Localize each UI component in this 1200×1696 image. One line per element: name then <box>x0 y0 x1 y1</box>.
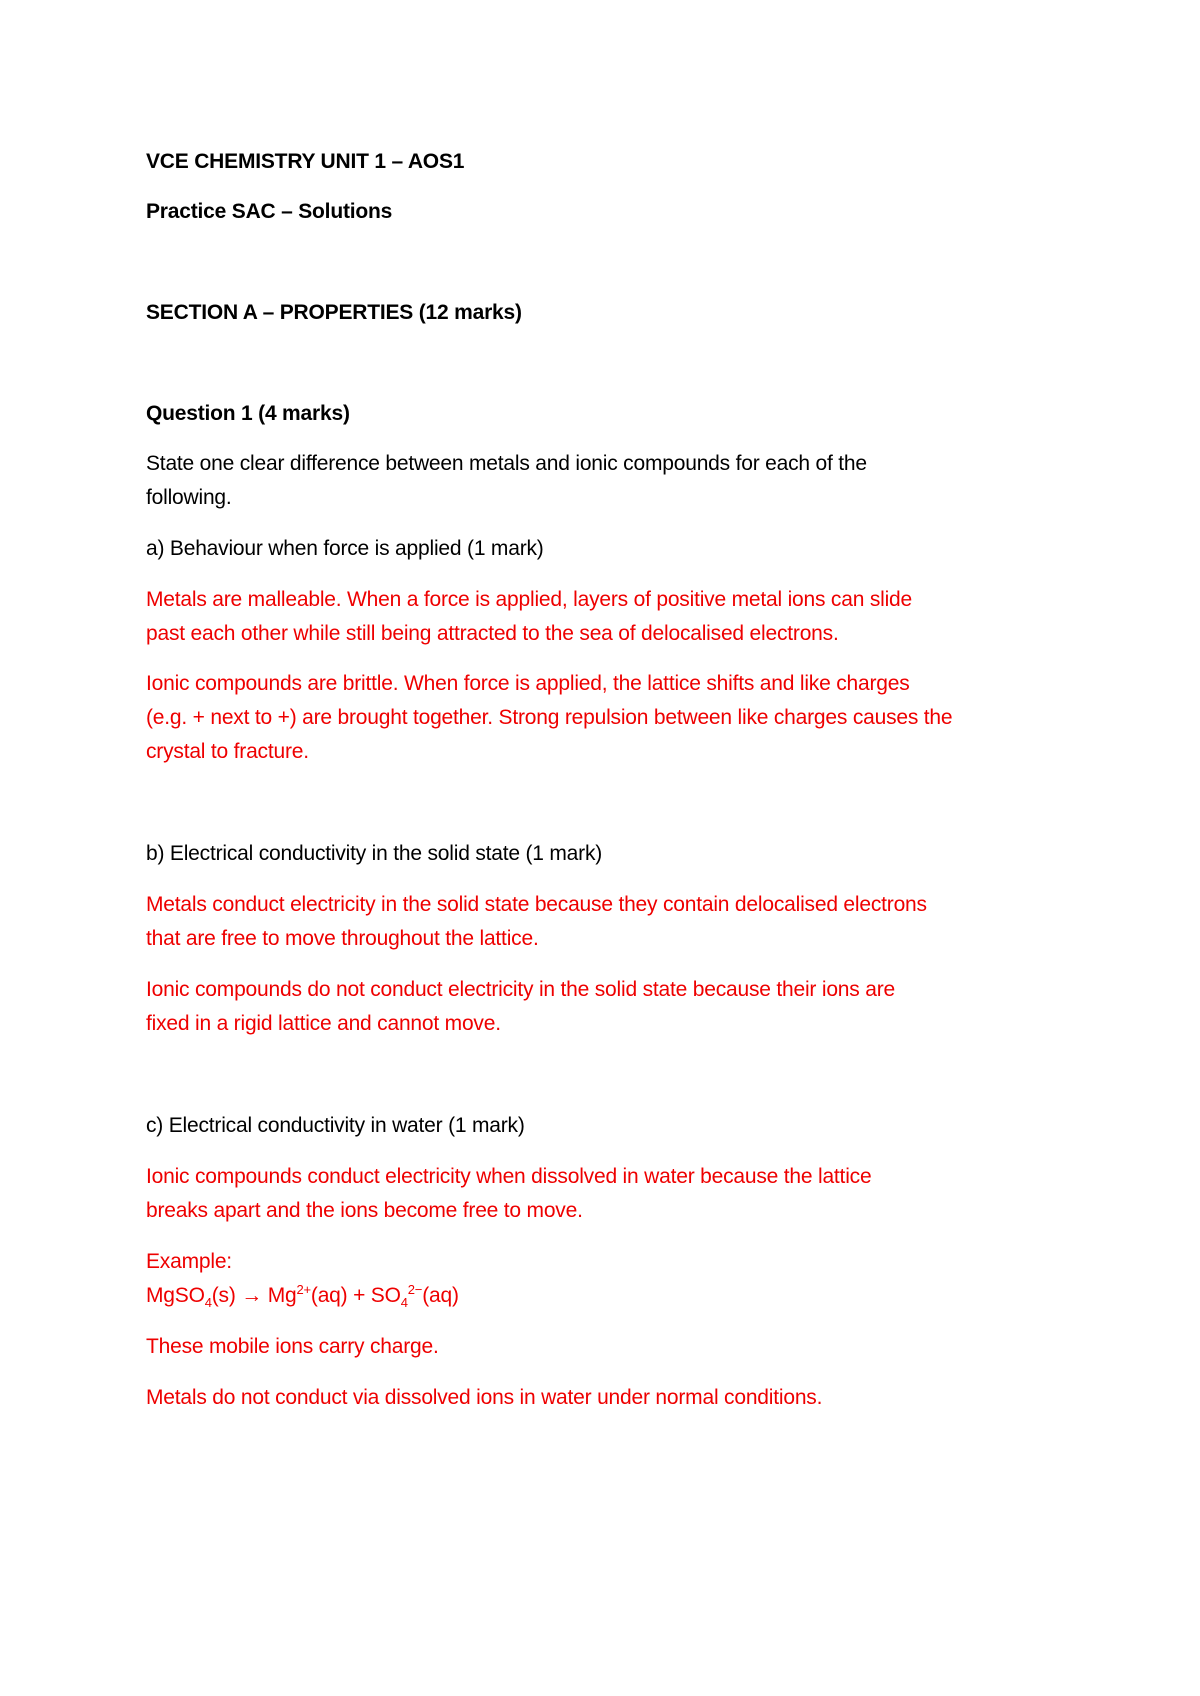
answer-line: that are free to move throughout the lattice. <box>146 927 539 950</box>
answer-line: Ionic compounds are brittle. When force is applied, the lattice shifts and like charges <box>146 672 910 695</box>
part-b-answer-ionic <box>146 973 1076 1041</box>
part-c-answer-mobile-ions: These mobile ions carry charge. <box>146 1335 439 1358</box>
part-c-example <box>146 1245 1076 1313</box>
answer-line: crystal to fracture. <box>146 740 309 763</box>
part-a-prompt: a) Behaviour when force is applied (1 mark) <box>146 537 544 560</box>
answer-line: fixed in a rigid lattice and cannot move. <box>146 1012 501 1035</box>
question-prompt-line: following. <box>146 486 232 509</box>
part-c-answer-metals: Metals do not conduct via dissolved ions in water under normal conditions. <box>146 1386 823 1409</box>
part-c-answer-ionic <box>146 1160 1076 1228</box>
part-b-prompt: b) Electrical conductivity in the solid state (1 mark) <box>146 842 603 865</box>
answer-line: breaks apart and the ions become free to move. <box>146 1199 583 1222</box>
question-heading: Question 1 (4 marks) <box>146 402 350 425</box>
section-heading: SECTION A – PROPERTIES (12 marks) <box>146 301 522 324</box>
document-title: VCE CHEMISTRY UNIT 1 – AOS1 <box>146 150 465 173</box>
question-prompt-line: State one clear difference between metals and ionic compounds for each of the <box>146 452 867 475</box>
part-b-answer-metals <box>146 888 1076 956</box>
answer-line: Ionic compounds conduct electricity when dissolved in water because the lattice <box>146 1165 872 1188</box>
answer-line: Ionic compounds do not conduct electricity in the solid state because their ions are <box>146 978 895 1001</box>
answer-line: (e.g. + next to +) are brought together. Strong repulsion between like charges causes the <box>146 706 953 729</box>
answer-line: Metals are malleable. When a force is applied, layers of positive metal ions can slide <box>146 588 913 611</box>
answer-line: Metals conduct electricity in the solid state because they contain delocalised electrons <box>146 893 927 916</box>
example-label: Example: <box>146 1250 232 1273</box>
part-a-answer-metals <box>146 583 1076 651</box>
document-subtitle: Practice SAC – Solutions <box>146 200 393 223</box>
part-c-prompt: c) Electrical conductivity in water (1 mark) <box>146 1114 525 1137</box>
chemical-equation: MgSO$_4$(s) → $Mg^{2+}(aq) + SO_4^{2-}(aq)$ <box>146 1282 459 1311</box>
answer-line: past each other while still being attracted to the sea of delocalised electrons. <box>146 622 839 645</box>
part-a-answer-ionic <box>146 667 1076 769</box>
question-prompt <box>146 447 1076 515</box>
